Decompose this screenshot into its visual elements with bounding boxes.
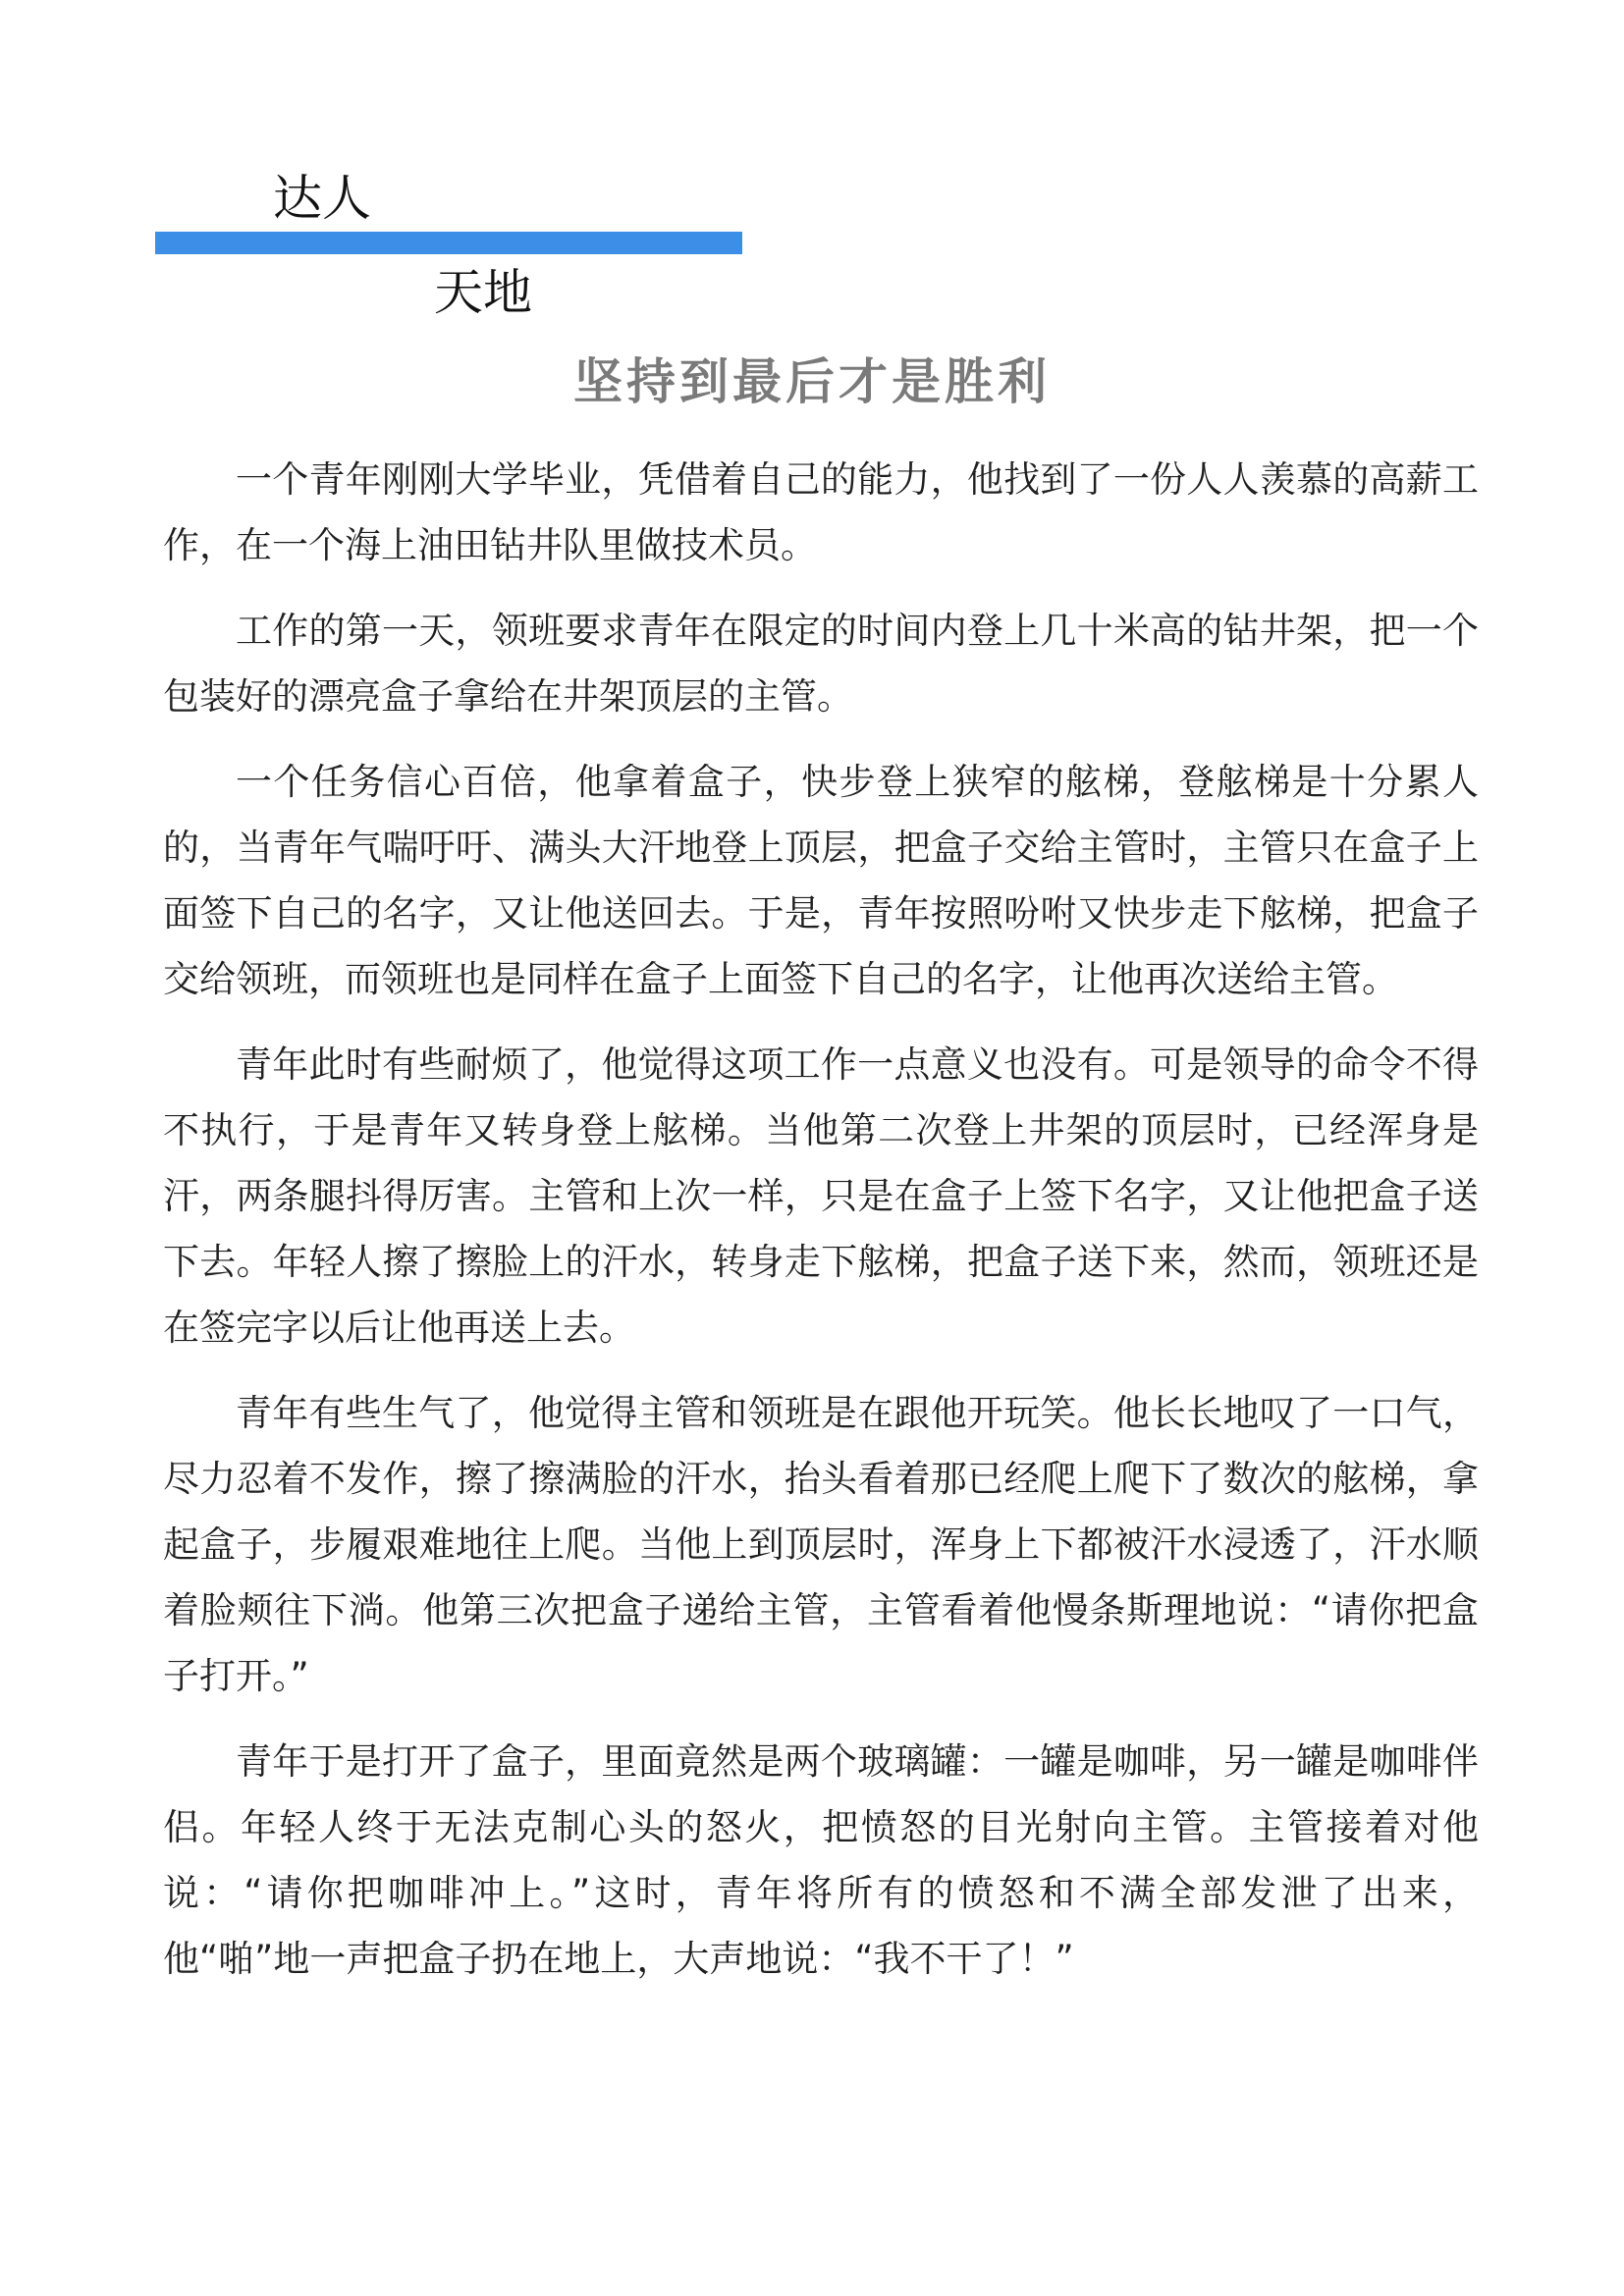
article-title: 坚持到最后才是胜利 (573, 353, 1051, 410)
article-paragraph: 青年于是打开了盒子，里面竟然是两个玻璃罐：一罐是咖啡，另一罐是咖啡伴侣。年轻人终于无法克制心头的怒火，把愤怒的目光射向主管。主管接着对他说：“请你把咖啡冲上。”这时，青年将所有的愤怒和不满全部发泄了出来，他“啪”地一声把盒子扔在地上，大声地说：“我不干了！” (163, 1740, 1479, 1980)
article-body (163, 447, 1479, 2011)
article-paragraph: 青年有些生气了，他觉得主管和领班是在跟他开玩笑。他长长地叹了一口气，尽力忍着不发作，擦了擦满脸的汗水，抬头看着那已经爬上爬下了数次的舷梯，拿起盒子，步履艰难地往上爬。当他上到顶层时，浑身上下都被汗水浸透了，汗水顺着脸颊往下淌。他第三次把盒子递给主管，主管看着他慢条斯理地说：“请你把盒子打开。” (163, 1392, 1479, 1697)
article-paragraph: 一个任务信心百倍，他拿着盒子，快步登上狭窄的舷梯，登舷梯是十分累人的，当青年气喘吁吁、满头大汗地登上顶层，把盒子交给主管时，主管只在盒子上面签下自己的名字，又让他送回去。于是，青年按照吩咐又快步走下舷梯，把盒子交给领班，而领班也是同样在盒子上面签下自己的名字，让他再次送给主管。 (163, 761, 1479, 1000)
article-paragraph: 一个青年刚刚大学毕业，凭借着自己的能力，他找到了一份人人羡慕的高薪工作，在一个海上油田钻井队里做技术员。 (163, 458, 1479, 566)
article-paragraph: 工作的第一天，领班要求青年在限定的时间内登上几十米高的钻井架，把一个包装好的漂亮盒子拿给在井架顶层的主管。 (163, 610, 1479, 718)
section-title-word-1: 达人 (273, 170, 371, 227)
article-paragraph: 青年此时有些耐烦了，他觉得这项工作一点意义也没有。可是领导的命令不得不执行，于是青年又转身登上舷梯。当他第二次登上井架的顶层时，已经浑身是汗，两条腿抖得厉害。主管和上次一样，只是在盒子上签下名字，又让他把盒子送下去。年轻人擦了擦脸上的汗水，转身走下舷梯，把盒子送下来，然而，领班还是在签完字以后让他再送上去。 (163, 1043, 1479, 1349)
section-title-word-2: 天地 (434, 264, 532, 321)
header-accent-bar (155, 232, 742, 254)
